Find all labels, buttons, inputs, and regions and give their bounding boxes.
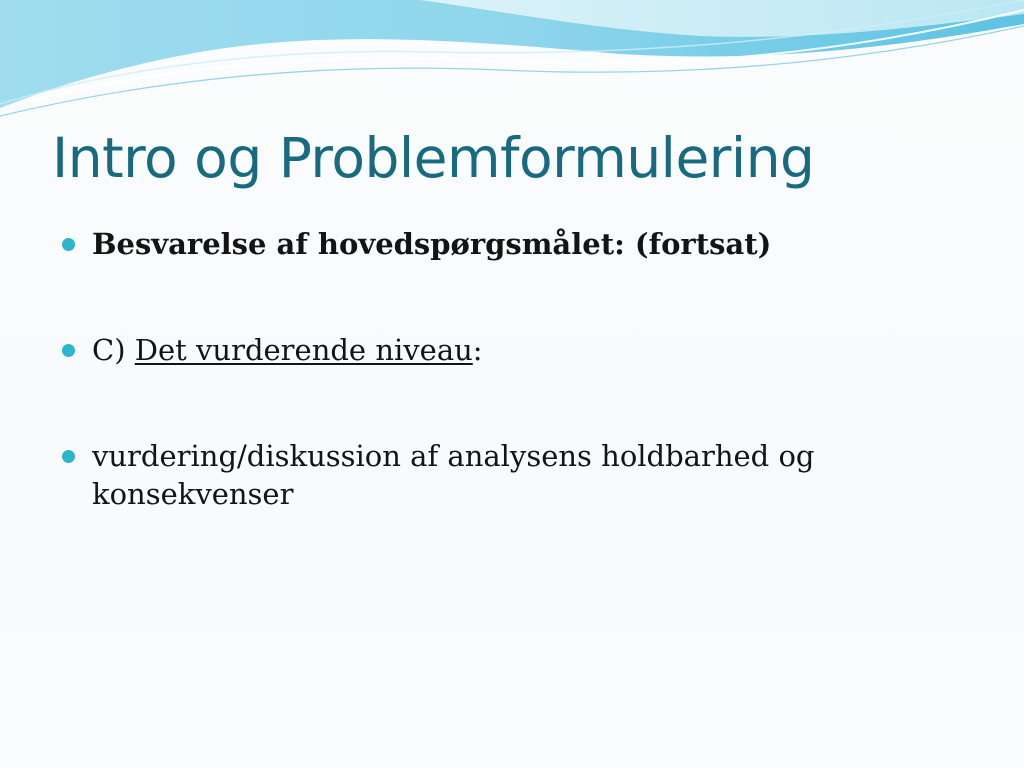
bullet-item-answer: [62, 225, 942, 263]
bullet-list: [62, 225, 942, 513]
bullet-prefix: C): [92, 333, 135, 367]
bullet-item-level: [62, 331, 942, 369]
slide-title: Intro og Problemformulering: [52, 126, 815, 190]
bullet-text: vurdering/diskussion af analysens holdbarhed og konsekvenser: [92, 439, 815, 511]
bullet-item-assessment: [62, 437, 942, 513]
bullet-icon: [62, 238, 75, 251]
bullet-suffix: :: [472, 333, 483, 367]
bullet-underlined-text: Det vurderende niveau: [134, 333, 473, 367]
bullet-icon: [62, 344, 75, 357]
bullet-text: Besvarelse af hovedspørgsmålet: (fortsat): [92, 227, 772, 261]
bullet-icon: [62, 450, 75, 463]
header-wave-decoration: [0, 0, 1024, 120]
